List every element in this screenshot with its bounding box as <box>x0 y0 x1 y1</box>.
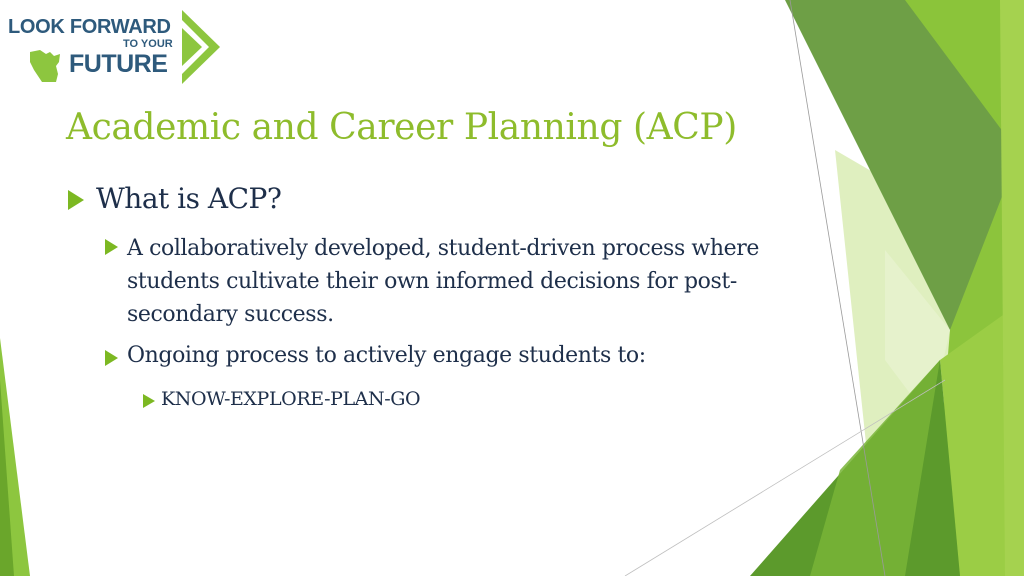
logo-text-line3: FUTURE <box>69 50 168 78</box>
wisconsin-map-icon <box>26 48 66 84</box>
bullet-arrow-icon <box>105 239 118 255</box>
logo-text-line2: TO YOUR <box>123 38 173 50</box>
bullet-text: Ongoing process to actively engage students to: <box>127 343 646 368</box>
bullet-text: What is ACP? <box>96 182 282 215</box>
logo-text-line1: LOOK FORWARD <box>8 16 171 38</box>
bullet-text: A collaboratively developed, student-driven process where students cultivate their own informed decisions for post-secondary success. <box>127 236 759 327</box>
bullet-arrow-icon <box>105 350 118 366</box>
green-arrow-icon <box>182 10 220 84</box>
bullet-arrow-icon <box>143 394 155 408</box>
slide-title: Academic and Career Planning (ACP) <box>66 107 737 148</box>
bullet-text: KNOW-EXPLORE-PLAN-GO <box>161 388 421 410</box>
logo-look-forward <box>6 10 218 84</box>
bullet-arrow-icon <box>68 190 84 210</box>
